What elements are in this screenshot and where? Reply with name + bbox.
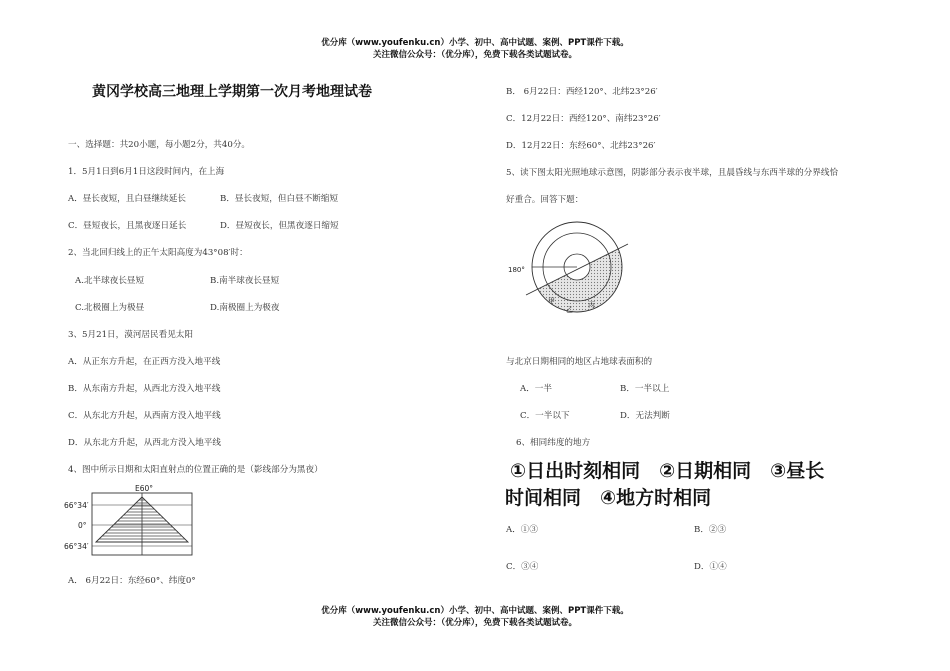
q4-stem: 4、图中所示日期和太阳直射点的位置正确的是（影线部分为黑夜）: [68, 465, 323, 475]
q4-option-c: C．12月22日：西经120°、南纬23°26′: [506, 114, 661, 124]
q5-letter-yi: 乙: [566, 306, 573, 314]
footer-line-1: 优分库（www.youfenku.cn）小学、初中、高中试题、案例、PPT课件下载。: [321, 606, 629, 616]
q1-option-d: D．昼短夜长，但黑夜逐日缩短: [220, 221, 339, 231]
q6-option-d: D．①④: [694, 562, 727, 572]
q5-stem-line1: 5、读下图太阳光照地球示意图，阴影部分表示夜半球，且晨昏线与东西半球的分界线恰: [506, 168, 839, 178]
q4-option-d: D．12月22日：东经60°、北纬23°26′: [506, 141, 656, 151]
q4-daylight-figure: [62, 483, 202, 567]
q5-earth-illumination-figure: [506, 215, 636, 320]
q2-option-d: D.南极圈上为极夜: [210, 303, 280, 313]
q5-letter-jia: 甲: [548, 297, 555, 305]
q2-option-c: C.北极圈上为极昼: [75, 303, 145, 313]
q4-lat-south-label: 66°34′: [64, 542, 89, 551]
q1-option-c: C．昼短夜长，且黑夜逐日延长: [68, 221, 187, 231]
q4-lat-north-label: 66°34′: [64, 501, 89, 510]
q3-option-c: C．从东北方升起，从西南方没入地平线: [68, 411, 221, 421]
exam-title: 黄冈学校高三地理上学期第一次月考地理试卷: [92, 84, 372, 100]
q3-stem: 3、5月21日，漠河居民看见太阳: [68, 330, 193, 340]
q6-option-a: A．①③: [506, 525, 538, 535]
q5-stem-line2: 好重合。回答下题：: [506, 195, 584, 205]
q5-letter-bing: 丙: [588, 301, 595, 309]
q6-option-c: C．③④: [506, 562, 539, 572]
q4-equator-label: 0°: [78, 521, 87, 530]
q5-option-d: D．无法判断: [620, 411, 670, 421]
q4-top-label: E60°: [134, 484, 154, 493]
q6-statement-line1: ①日出时刻相同 ②日期相同 ③昼长: [510, 460, 825, 482]
q2-stem: 2、当北回归线上的正午太阳高度为43°08′时：: [68, 248, 248, 258]
q1-stem: 1．5月1日到6月1日这段时间内，在上海: [68, 167, 225, 177]
q5-option-c: C．一半以下: [520, 411, 570, 421]
q3-option-b: B．从东南方升起，从西北方没入地平线: [68, 384, 221, 394]
q5-option-b: B．一半以上: [620, 384, 670, 394]
q2-option-b: B.南半球夜长昼短: [210, 276, 280, 286]
q1-option-b: B．昼长夜短，但白昼不断缩短: [220, 194, 339, 204]
q6-stem: 6、相同纬度的地方: [516, 438, 591, 448]
header-line-1: 优分库（www.youfenku.cn）小学、初中、高中试题、案例、PPT课件下载。: [321, 38, 629, 48]
footer-line-2: 关注微信公众号：（优分库），免费下载各类试题试卷。: [372, 618, 577, 628]
q6-option-b: B．②③: [694, 525, 727, 535]
header-line-2: 关注微信公众号：（优分库），免费下载各类试题试卷。: [372, 50, 577, 60]
q5-option-a: A．一半: [520, 384, 552, 394]
section-heading: 一、选择题：共20小题，每小题2分，共40分。: [68, 140, 251, 150]
q5-lon-label: 180°: [508, 266, 525, 274]
q3-option-a: A．从正东方升起，在正西方没入地平线: [68, 357, 221, 367]
q6-statement-line2: 时间相同 ④地方时相同: [505, 487, 712, 509]
q2-option-a: A.北半球夜长昼短: [75, 276, 145, 286]
q4-option-a: A． 6月22日：东经60°、纬度0°: [68, 576, 196, 586]
q5-sub-stem: 与北京日期相同的地区占地球表面积的: [506, 357, 653, 367]
q4-option-b: B． 6月22日：西经120°、北纬23°26′: [506, 87, 658, 97]
q1-option-a: A．昼长夜短，且白昼继续延长: [68, 194, 186, 204]
q3-option-d: D．从东北方升起，从西北方没入地平线: [68, 438, 221, 448]
